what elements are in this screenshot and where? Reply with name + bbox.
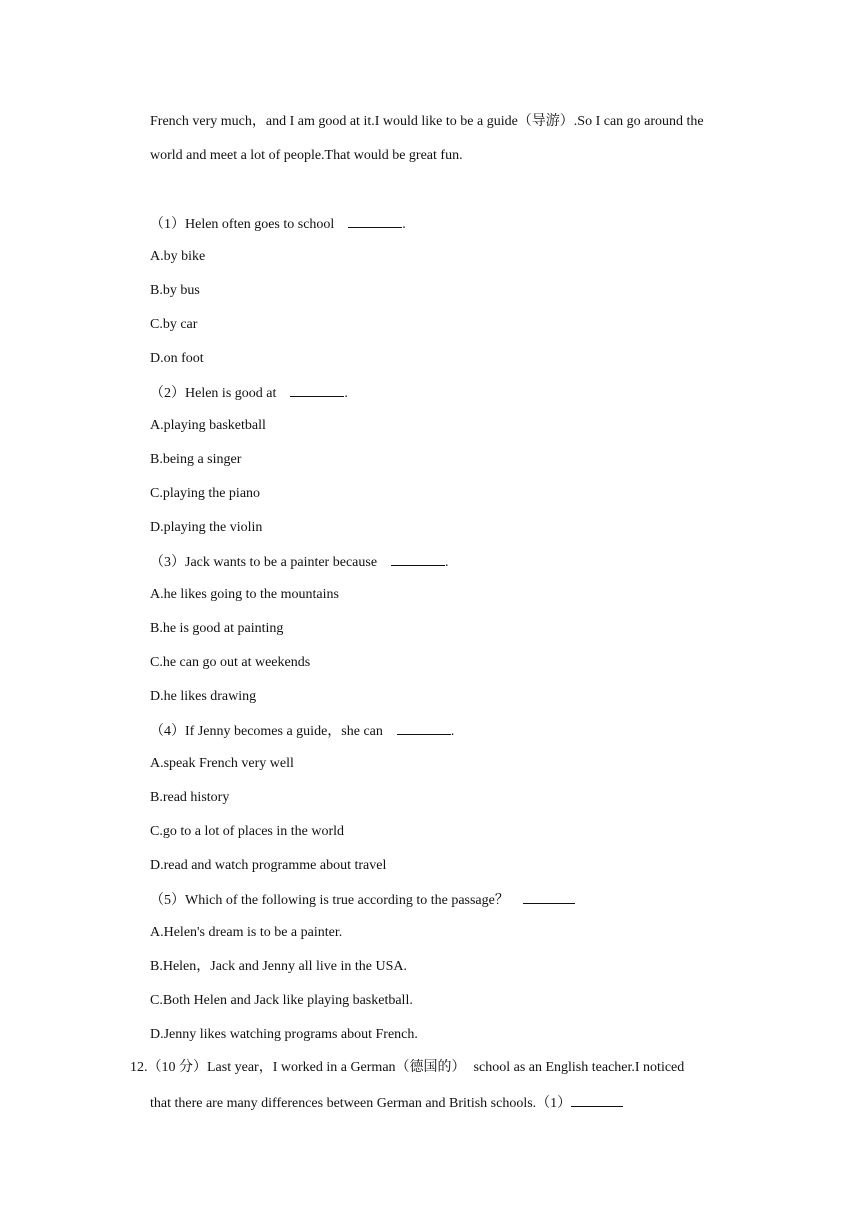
item-12-line-2 [150, 1092, 623, 1114]
question-stem-end: . [344, 386, 348, 401]
question-stem-text: （3）Jack wants to be a painter because [150, 555, 378, 570]
answer-blank [348, 213, 402, 228]
answer-blank [523, 889, 575, 904]
question-4-stem [150, 720, 454, 742]
question-1-option-d: D.on foot [150, 351, 204, 366]
question-3-stem [150, 551, 449, 573]
question-5-option-d: D.Jenny likes watching programs about French. [150, 1027, 418, 1042]
item-12-text-c: that there are many differences between German and British schools.（1） [150, 1096, 572, 1111]
question-stem-text: （1）Helen often goes to school [150, 217, 335, 232]
item-12-text-b: school as an English teacher.I noticed [473, 1060, 685, 1075]
question-2-option-b: B.being a singer [150, 452, 242, 467]
answer-blank [571, 1092, 623, 1107]
question-4-option-d: D.read and watch programme about travel [150, 858, 387, 873]
question-1-option-c: C.by car [150, 317, 198, 332]
question-stem-text: （4）If Jenny becomes a guide，she can [150, 724, 383, 739]
answer-blank [290, 382, 344, 397]
question-5-stem [150, 889, 575, 911]
question-stem-text: （5）Which of the following is true according to the passage？ [150, 893, 509, 908]
answer-blank [391, 551, 445, 566]
question-2-option-c: C.playing the piano [150, 486, 261, 501]
question-stem-end: . [445, 555, 449, 570]
question-5-option-a: A.Helen's dream is to be a painter. [150, 925, 343, 940]
question-3-option-c: C.he can go out at weekends [150, 655, 311, 670]
passage-line-1: French very much，and I am good at it.I would like to be a guide（导游）.So I can go around the [150, 114, 704, 129]
question-stem-end: . [402, 217, 406, 232]
question-stem-end: . [450, 724, 455, 739]
question-5-option-c: C.Both Helen and Jack like playing basketball. [150, 993, 413, 1008]
item-12-line-1 [130, 1058, 684, 1078]
answer-blank [397, 720, 451, 735]
question-4-option-c: C.go to a lot of places in the world [150, 824, 345, 839]
passage-line-2: world and meet a lot of people.That would be great fun. [150, 148, 463, 163]
item-12-text-a: 12.（10 分）Last year，I worked in a German（德国的） [130, 1060, 466, 1075]
question-5-option-b: B.Helen，Jack and Jenny all live in the USA. [150, 959, 408, 974]
question-2-stem [150, 382, 348, 404]
question-1-stem [150, 213, 406, 235]
question-4-option-a: A.speak French very well [150, 756, 294, 771]
question-2-option-d: D.playing the violin [150, 520, 263, 535]
question-3-option-d: D.he likes drawing [150, 689, 257, 704]
question-2-option-a: A.playing basketball [150, 418, 266, 433]
question-3-option-b: B.he is good at painting [150, 621, 284, 636]
question-1-option-a: A.by bike [150, 249, 206, 264]
question-4-option-b: B.read history [150, 790, 230, 805]
question-3-option-a: A.he likes going to the mountains [150, 587, 339, 602]
question-stem-text: （2）Helen is good at [150, 386, 277, 401]
question-1-option-b: B.by bus [150, 283, 200, 298]
